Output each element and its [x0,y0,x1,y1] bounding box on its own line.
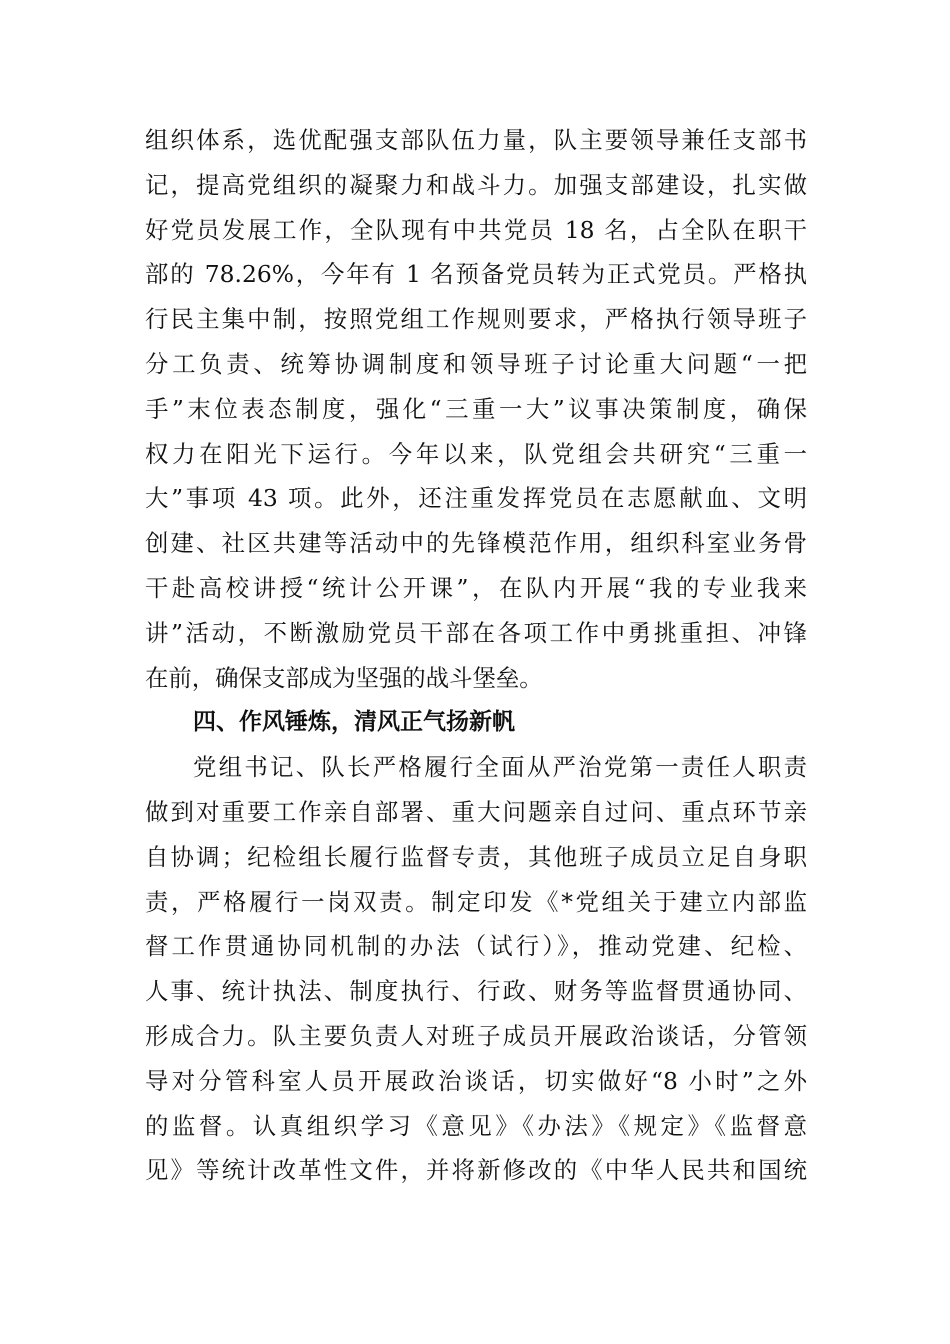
text-line: 干赴高校讲授“统计公开课”，在队内开展“我的专业我来 [145,573,807,602]
section-heading: 四、作风锤炼，清风正气扬新帆 [193,709,515,736]
text-line: 导对分管科室人员开展政治谈话，切实做好“8 小时”之外 [145,1066,807,1095]
text-line: 讲”活动，不断激励党员干部在各项工作中勇挑重担、冲锋 [145,618,807,647]
text-line: 的监督。认真组织学习《意见》《办法》《规定》《监督意 [145,1111,807,1140]
document-page [145,118,807,1193]
text-line: 形成合力。队主要负责人对班子成员开展政治谈话，分管领 [145,1021,807,1050]
text-line: 权力在阳光下运行。今年以来，队党组会共研究“三重一 [145,439,807,468]
text-line: 手”末位表态制度，强化“三重一大”议事决策制度，确保 [145,394,807,423]
text-line: 督工作贯通协同机制的办法（试行）》，推动党建、纪检、 [145,932,807,961]
text-line: 大”事项 43 项。此外，还注重发挥党员在志愿献血、文明 [145,484,807,513]
text-line: 做到对重要工作亲自部署、重大问题亲自过问、重点环节亲 [145,797,807,826]
paragraph-work-style [145,745,807,1193]
paragraph-party-organization [145,118,807,700]
text-line: 组织体系，选优配强支部队伍力量，队主要领导兼任支部书 [145,126,807,154]
text-line: 部的 78.26%，今年有 1 名预备党员转为正式党员。严格执 [145,260,807,289]
text-line: 行民主集中制，按照党组工作规则要求，严格执行领导班子 [145,305,807,334]
text-line: 见》等统计改革性文件，并将新修改的《中华人民共和国统 [145,1156,807,1185]
text-line: 分工负责、统筹协调制度和领导班子讨论重大问题“一把 [145,349,807,378]
text-line: 好党员发展工作，全队现有中共党员 18 名，占全队在职干 [145,215,807,244]
text-line: 在前，确保支部成为坚强的战斗堡垒。 [145,663,543,692]
text-line: 责，严格履行一岗双责。制定印发《*党组关于建立内部监 [145,887,807,916]
text-line: 创建、社区共建等活动中的先锋模范作用，组织科室业务骨 [145,529,807,558]
text-line: 自协调；纪检组长履行监督专责，其他班子成员立足自身职 [145,842,807,871]
text-line: 人事、统计执法、制度执行、行政、财务等监督贯通协同、 [145,977,807,1006]
text-line: 党组书记、队长严格履行全面从严治党第一责任人职责 [193,753,807,782]
text-line: 记，提高党组织的凝聚力和战斗力。加强支部建设，扎实做 [145,170,807,199]
